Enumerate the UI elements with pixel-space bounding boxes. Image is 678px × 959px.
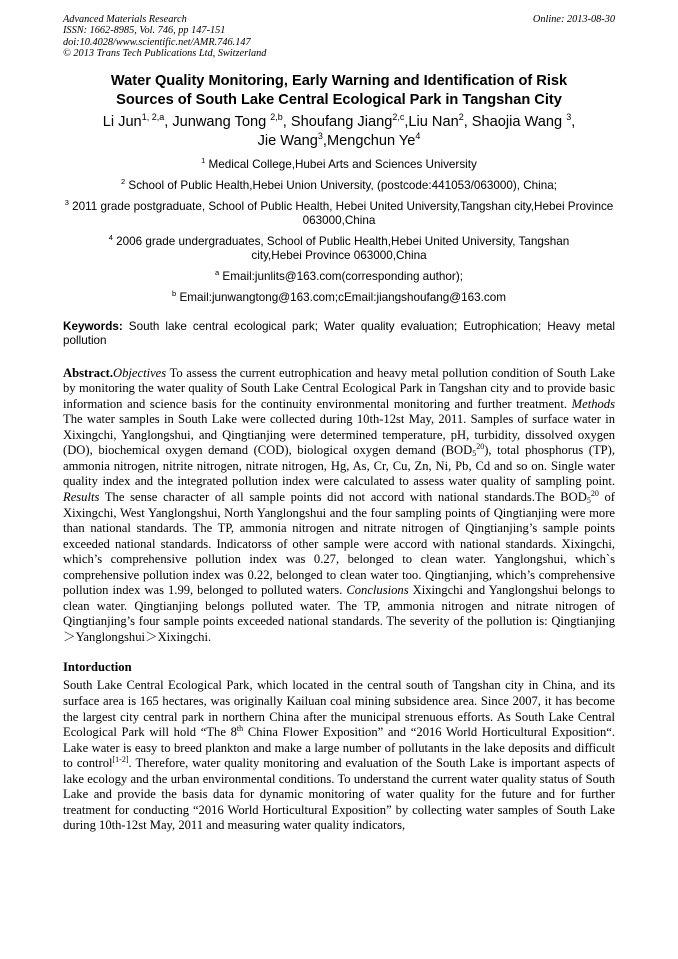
aff-text: 2011 grade postgraduate, School of Public Health, Hebei United University,Tangshan city,Hebei Province 063000,China <box>68 199 614 227</box>
email-text: Email:junlits@163.com(corresponding author); <box>219 269 463 283</box>
abstract-text: Xixingchi and Yanglongshui belongs to clean water. Qingtianjing belongs polluted water. The TP, ammonia nitrogen and nitrate nitrogen of Qingtianjing’s four sample points exceeded national standards. The severity of the pollution is: Qingtianjing＞Yanglongshui＞Xixingchi. <box>63 583 615 644</box>
keywords-label: Keywords: <box>63 319 123 333</box>
email-sup: b <box>172 288 177 298</box>
affiliation-2 <box>63 176 615 193</box>
abstract-text: To assess the current eutrophication and heavy metal pollution condition of South Lake by monitoring the water quality of South Lake Central Ecological Park in Tangshan city and to provide basic information and science basis for the continuity environmental monitoring and further treatment. <box>63 365 615 411</box>
author: , Shaojia Wang <box>463 113 567 130</box>
results-label: Results <box>63 490 100 504</box>
email-b <box>63 288 615 305</box>
bod-sub: 5 <box>586 496 591 505</box>
conclusions-label: Conclusions <box>346 583 409 598</box>
author-sup: 2,b <box>270 111 283 122</box>
abstract-text: of Xixingchi, West Yanglongshui, North Yanglongshui and the four sampling points of Qingtianjing were more than national standards. The TP, ammonia nitrogen and nitrate nitrogen of Qingtianjing’s sample points exceeded national standards. Indicatorss of other sample were accord with national standards. Xixingchi, which’s comprehensive pollution index was 0.27, belonged to clean water. Yanglongshui, which`s comprehensive pollution index was 0.22, belonged to clean water too. Qingtianjing, which’s comprehensive pollution index was 1.99, belonged to polluted waters. <box>63 490 616 598</box>
title-line-2: Sources of South Lake Central Ecological Park in Tangshan City <box>116 91 562 108</box>
online-date: Online: 2013-08-30 <box>532 14 615 25</box>
affiliation-4 <box>63 232 615 263</box>
doi-line: doi:10.4028/www.scientific.net/AMR.746.147 <box>63 36 251 48</box>
aff-text: School of Public Health,Hebei Union University, (postcode:441053/063000), China; <box>125 178 557 192</box>
author: Li Jun <box>102 113 142 130</box>
ordinal-sup: th <box>236 724 244 734</box>
author-sep: , <box>571 113 576 130</box>
aff-text: Medical College,Hubei Arts and Sciences University <box>205 157 477 171</box>
bod-sup: 20 <box>590 489 599 498</box>
intro-text: South Lake Central Ecological Park, which located in the central south of Tangshan city in China, and its surface area is 165 hectares, was originally Kailuan coal mining subsidence area. Since 2007, it has become the largest city central park in northern China after the municipal strenuous efforts. As South Lake Central Ecological Park will hold “The 8 <box>63 678 615 740</box>
email-text: Email:junwangtong@163.com;cEmail:jiangshoufang@163.com <box>176 290 506 304</box>
author-line-1 <box>63 113 615 132</box>
methods-label: Methods <box>571 396 615 411</box>
introduction-heading: Intorduction <box>63 660 132 675</box>
affiliation-1 <box>63 155 615 172</box>
email-sup: a <box>215 267 220 277</box>
journal-name: Advanced Materials Research <box>63 14 187 25</box>
issn-line: ISSN: 1662-8985, Vol. 746, pp 147-151 <box>63 25 226 37</box>
aff-sup: 4 <box>108 232 113 242</box>
objectives-label: Objectives <box>113 365 167 380</box>
keywords <box>63 320 615 348</box>
introduction-body <box>63 678 615 833</box>
author: , Shoufang Jiang <box>282 113 393 130</box>
author-sup: 3 <box>317 130 323 141</box>
citation-ref: [1-2] <box>112 755 129 765</box>
affiliation-3 <box>63 197 615 228</box>
author-sup: 4 <box>415 130 421 141</box>
aff-text: 2006 grade undergraduates, School of Public Health,Hebei United University, Tangshan city,Hebei Province 063000,China <box>112 234 570 262</box>
title-line-1: Water Quality Monitoring, Early Warning and Identification of Risk <box>110 72 568 89</box>
intro-text: China Flower Exposition” and “2016 World Horticultural Exposition“. Lake water is easy to breed plankton and make a large number of pollutants in the lake deposits and difficult to control <box>63 725 615 771</box>
author-line-2 <box>63 132 615 151</box>
copyright-line: © 2013 Trans Tech Publications Ltd, Switzerland <box>63 48 267 60</box>
aff-sup: 1 <box>201 155 206 165</box>
author: ,Liu Nan <box>404 113 459 130</box>
author-sup: 2 <box>458 111 464 122</box>
abstract-label: Abstract. <box>63 365 114 380</box>
author: Jie Wang <box>257 132 318 149</box>
author-list <box>63 113 615 151</box>
aff-sup: 3 <box>64 197 69 207</box>
paper-page <box>63 14 615 834</box>
paper-title <box>63 72 615 110</box>
author: ,Mengchun Ye <box>322 132 416 149</box>
author: , Junwang Tong <box>164 113 271 130</box>
intro-text: . Therefore, water quality monitoring and evaluation of the South Lake is important aspects of lake ecology and the urban environmental conditions. To understand the current water quality status of South Lake and provide the basis data for dynamic monitoring of water quality for the future and for further treatment for conducting “2016 World Horticultural Exposition” by collecting water samples of South Lake during 10th-12st May, 2011 and measuring water quality indicators, <box>63 756 615 833</box>
author-sup: 2,c <box>392 111 405 122</box>
abstract-text: The water samples in South Lake were collected during 10th-12st May, 2011. Samples of surface water in Xixingchi, Yanglongshui, and Qingtianjing were determined temperature, pH, turbidity, dissolved oxygen (DO), biochemical oxygen demand (COD), biological oxygen demand (BOD <box>63 412 615 458</box>
email-a <box>63 267 615 284</box>
bod-sub: 5 <box>472 449 477 459</box>
abstract-text: ), total phosphorus (TP), ammonia nitrogen, nitrite nitrogen, nitrate nitrogen, Hg, As, Cr, Cu, Zn, Ni, Pb, Cd and so on. Single water quality index and the integrated pollution index were calculated to assess water quality of sampling point. <box>63 443 616 489</box>
aff-sup: 2 <box>121 176 126 186</box>
journal-header <box>63 14 615 60</box>
author-sup: 1, 2,a <box>141 111 165 122</box>
author-sup: 3 <box>566 111 572 122</box>
abstract <box>63 366 615 646</box>
bod-sup: 20 <box>476 442 485 452</box>
abstract-text: The sense character of all sample points did not accord with national standards.The BOD <box>99 490 587 504</box>
keywords-text: South lake central ecological park; Water quality evaluation; Eutrophication; Heavy metal pollution <box>63 319 615 347</box>
